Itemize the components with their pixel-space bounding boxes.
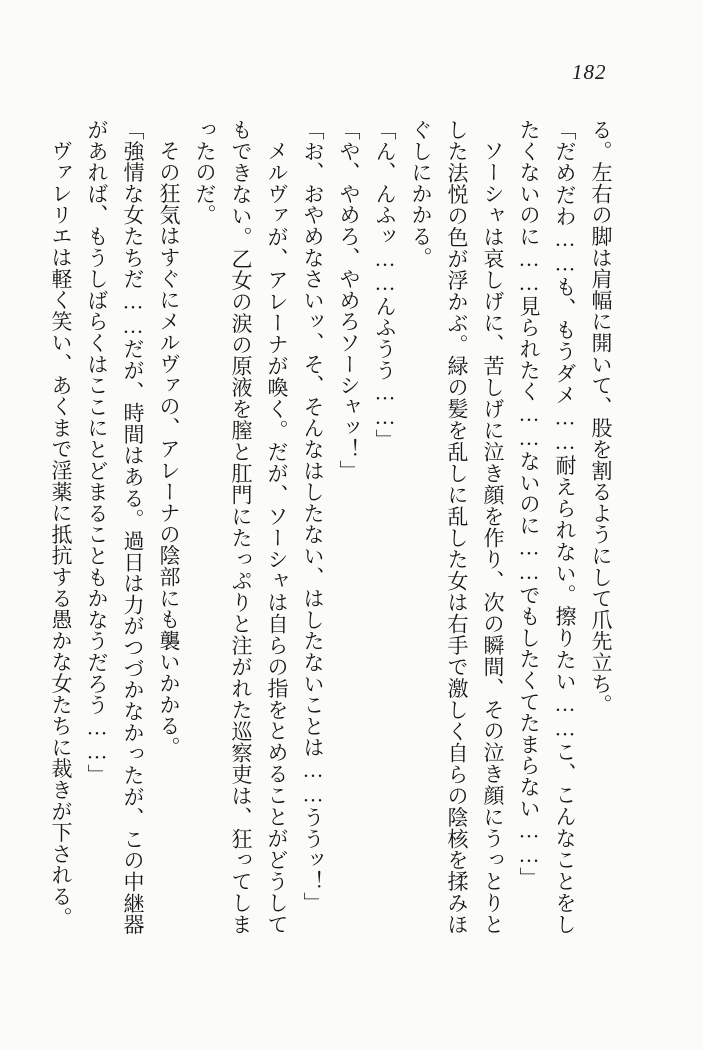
paragraph: 「ん、んふッ……んふうう……」 [373,119,397,451]
paragraph: ソーシャは哀しげに、苦しげに泣き顔を作り、次の瞬間、その泣き顔にうっとりとした法悦の色が浮かぶ。緑の髪を乱しに乱した女は右手で激しく自らの陰核を揉みほぐしにかかる。 [409,119,505,935]
paragraph: 「お、おやめなさいッ、そ、そんなはしたない、はしたないことは……ううッ！」 [301,119,325,914]
paragraph: 「や、やめろ、やめろソーシャッ！」 [337,119,361,482]
paragraph: 「だめだわ……も、もうダメ……耐えられない。擦りたい……こ、こんなことをしたくないのに……見られたく……ないのに……でもしたくてたまらない……」 [517,119,577,935]
page-number: 182 [572,60,607,84]
paragraph: メルヴァが、アレーナが喚く。だが、ソーシャは自らの指をとめることがどうしてもできない。乙女の涙の原液を膣と肛門にたっぷりと注がれた巡察吏は、狂ってしまったのだ。 [193,119,289,935]
paragraph: 「強情な女たちだ……だが、時間はある。過日は力がつづかなかったが、この中継器があれば、もうしばらくはここにとどまることもかなうだろう……」 [85,119,145,935]
body-text [41,119,619,935]
paragraph: る。左右の脚は肩幅に開いて、股を割るようにして爪先立ち。 [589,119,613,716]
paragraph: ヴァレリエは軽く笑い、あくまで淫薬に抵抗する愚かな女たちに裁きが下される。 [49,140,73,929]
paragraph: その狂気はすぐにメルヴァの、アレーナの陰部にも襲いかかる。 [157,140,181,758]
